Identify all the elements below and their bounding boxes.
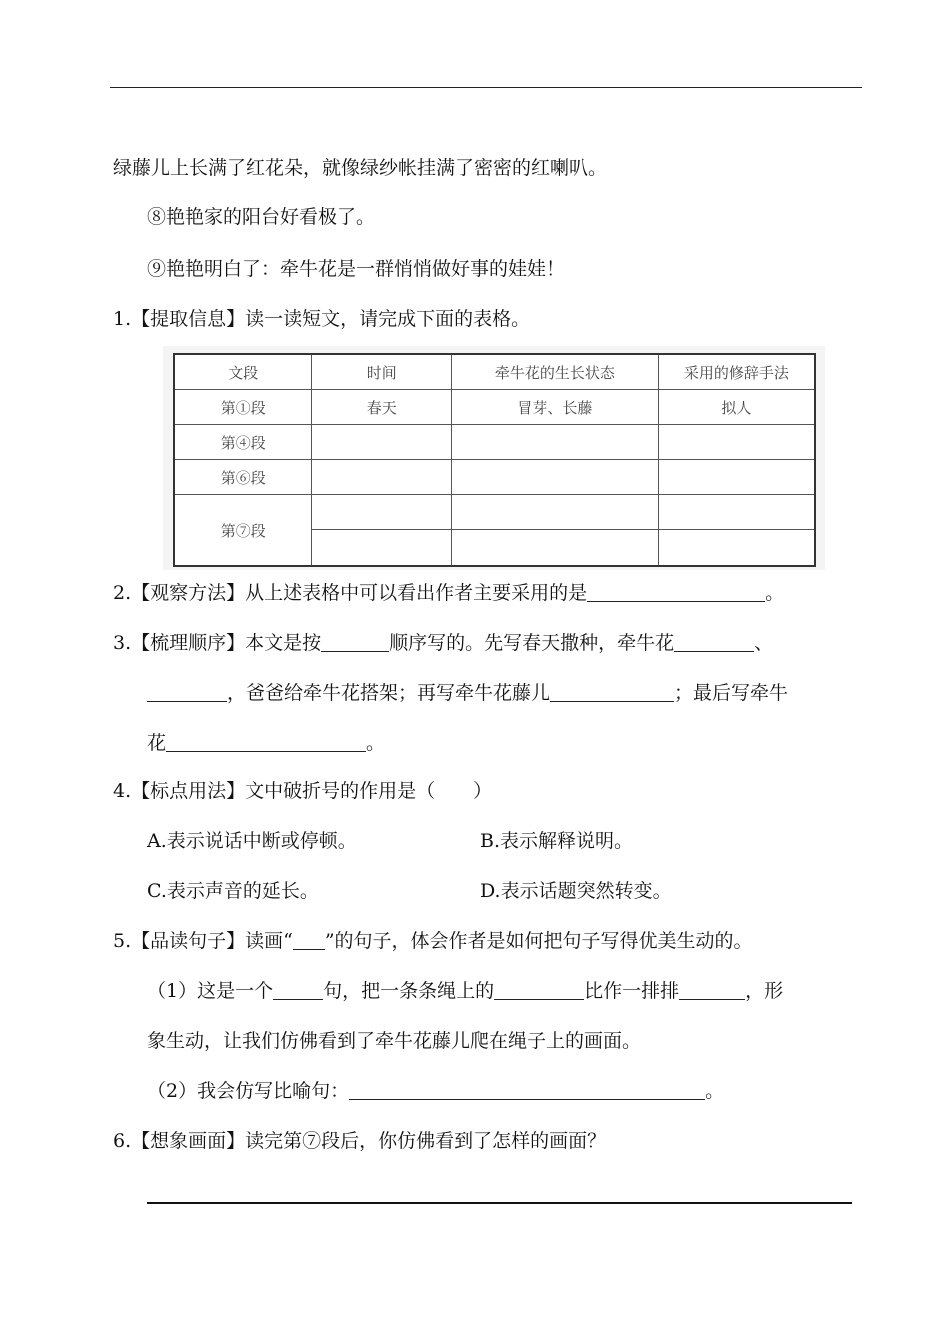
answer-cell[interactable]	[658, 495, 815, 530]
answer-cell[interactable]	[312, 460, 451, 495]
info-table	[173, 353, 816, 567]
question-5-text: （2）我会仿写比喻句：	[147, 1080, 350, 1102]
question-3-text: ；最后写牵牛	[674, 682, 789, 704]
passage-line-1: 绿藤儿上长满了红花朵，就像绿纱帐挂满了密密的红喇叭。	[113, 157, 608, 179]
answer-blank[interactable]	[550, 681, 674, 702]
table-cell: 冒芽、长藤	[451, 390, 658, 425]
passage-line-2: ⑧艳艳家的阳台好看极了。	[147, 206, 376, 228]
table-row	[174, 495, 815, 530]
header-cell: 时间	[312, 354, 451, 390]
question-3-line-3	[147, 730, 385, 756]
question-1-text: 1.【提取信息】读一读短文，请完成下面的表格。	[113, 308, 531, 330]
answer-cell[interactable]	[658, 530, 815, 566]
option-c[interactable]: C.表示声音的延长。	[147, 880, 319, 902]
option-d[interactable]: D.表示话题突然转变。	[480, 880, 672, 902]
question-4-text: 4.【标点用法】文中破折号的作用是（ ）	[113, 780, 493, 802]
question-6-text: 6.【想象画面】读完第⑦段后，你仿佛看到了怎样的画面？	[113, 1130, 607, 1152]
question-5-text: 5.【品读句子】读画“	[113, 930, 293, 952]
punct: 、	[754, 632, 774, 654]
question-5-text: 比作一排排	[584, 980, 680, 1002]
table-cell: 第⑥段	[174, 460, 312, 495]
answer-blank[interactable]	[674, 631, 754, 652]
table-cell: 第④段	[174, 425, 312, 460]
question-5-text: ，形	[745, 980, 784, 1002]
table-cell: 春天	[312, 390, 451, 425]
answer-blank[interactable]	[494, 979, 584, 1000]
question-3-line-2	[147, 680, 788, 706]
option-b[interactable]: B.表示解释说明。	[480, 830, 634, 852]
answer-blank[interactable]	[321, 631, 389, 652]
answer-blank[interactable]	[587, 581, 765, 602]
answer-cell[interactable]	[451, 530, 658, 566]
header-cell: 文段	[174, 354, 312, 390]
answer-blank[interactable]	[679, 979, 745, 1000]
question-5-text: 句，把一条条绳上的	[323, 980, 495, 1002]
table-cell: 拟人	[658, 390, 815, 425]
table-cell: 第①段	[174, 390, 312, 425]
answer-line[interactable]	[147, 1202, 852, 1204]
table-header-row	[174, 354, 815, 390]
question-3-text: 3.【梳理顺序】本文是按	[113, 632, 322, 654]
question-2-text: 2.【观察方法】从上述表格中可以看出作者主要采用的是	[113, 582, 588, 604]
underline-sample	[293, 929, 325, 950]
question-5-sub-1-cont: 象生动，让我们仿佛看到了牵牛花藤儿爬在绳子上的画面。	[147, 1030, 642, 1052]
header-cell: 牵牛花的生长状态	[451, 354, 658, 390]
passage-line-3: ⑨艳艳明白了：牵牛花是一群悄悄做好事的娃娃！	[147, 258, 566, 280]
question-2	[113, 580, 784, 606]
question-5-sub-1	[147, 978, 783, 1004]
question-3-text: 顺序写的。先写春天撒种，牵牛花	[389, 632, 675, 654]
question-3-text: ，爸爸给牵牛花搭架；再写牵牛花藤儿	[227, 682, 551, 704]
punct: 。	[705, 1080, 725, 1102]
answer-blank[interactable]	[147, 681, 227, 702]
header-rule	[110, 87, 862, 88]
question-5-sub-2	[147, 1078, 724, 1104]
question-3-line-1	[113, 630, 773, 656]
answer-blank[interactable]	[273, 979, 323, 1000]
question-3-text: 花	[147, 732, 167, 754]
answer-blank[interactable]	[166, 731, 366, 752]
punct: 。	[366, 732, 386, 754]
answer-cell[interactable]	[312, 495, 451, 530]
table-row	[174, 390, 815, 425]
info-table-frame	[163, 346, 825, 570]
table-row	[174, 460, 815, 495]
table-row	[174, 425, 815, 460]
answer-cell[interactable]	[658, 425, 815, 460]
question-5-line-1	[113, 928, 753, 954]
answer-cell[interactable]	[451, 425, 658, 460]
header-cell: 采用的修辞手法	[658, 354, 815, 390]
punct: 。	[765, 582, 785, 604]
answer-cell[interactable]	[451, 460, 658, 495]
answer-blank[interactable]	[349, 1079, 705, 1100]
option-a[interactable]: A.表示说话中断或停顿。	[147, 830, 357, 852]
question-5-text: （1）这是一个	[147, 980, 274, 1002]
table-cell: 第⑦段	[174, 495, 312, 567]
question-5-text: ”的句子，体会作者是如何把句子写得优美生动的。	[324, 930, 753, 952]
answer-cell[interactable]	[312, 425, 451, 460]
answer-cell[interactable]	[451, 495, 658, 530]
answer-cell[interactable]	[658, 460, 815, 495]
answer-cell[interactable]	[312, 530, 451, 566]
